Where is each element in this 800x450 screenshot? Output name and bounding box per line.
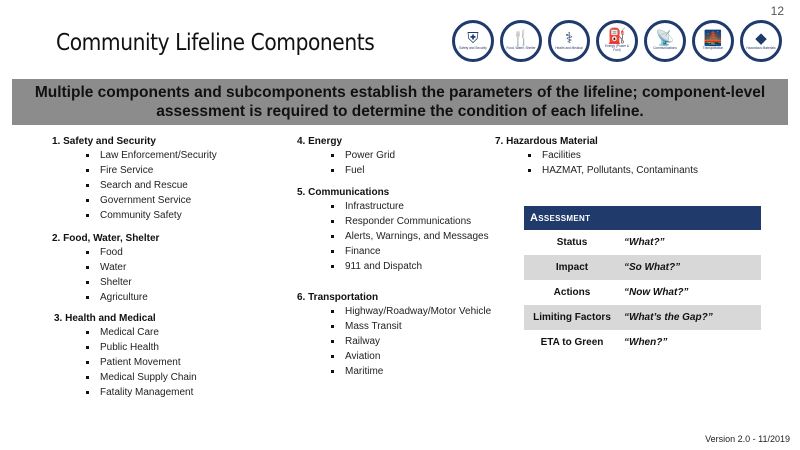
assessment-row <box>524 255 761 280</box>
icon-symbol: ⛨ <box>467 29 479 48</box>
section-title-safety: 1. Safety and Security <box>52 136 156 147</box>
icon-label: Food, Water, Shelter <box>506 46 536 51</box>
section-items-food <box>86 245 148 305</box>
list-item: Maritime <box>331 364 491 379</box>
list-item: Water <box>86 260 148 275</box>
energy-icon <box>596 20 638 62</box>
section-items-health <box>86 325 197 400</box>
list-item: Search and Rescue <box>86 178 217 193</box>
icon-symbol: ⛽ <box>607 27 627 46</box>
assessment-row <box>524 305 761 330</box>
icon-label: Health and Medical <box>555 46 583 51</box>
icon-symbol: 🍴 <box>511 29 531 48</box>
list-item: Law Enforcement/Security <box>86 148 217 163</box>
icon-label: Transportation <box>702 46 724 51</box>
assessment-header: Assessment <box>524 206 761 230</box>
list-item: Fatality Management <box>86 385 197 400</box>
icon-label: Communications <box>653 46 677 51</box>
bridge-icon <box>692 20 734 62</box>
section-title-communications: 5. Communications <box>297 187 390 198</box>
hazmat-icon <box>740 20 782 62</box>
section-title-food: 2. Food, Water, Shelter <box>52 233 160 244</box>
list-item: Public Health <box>86 340 197 355</box>
icon-symbol: ⚕ <box>564 29 574 48</box>
assessment-key: Actions <box>553 287 591 298</box>
assessment-row <box>524 280 761 305</box>
list-item: HAZMAT, Pollutants, Contaminants <box>528 163 698 178</box>
banner <box>12 79 788 125</box>
section-items-transportation <box>331 304 491 379</box>
assessment-rows <box>524 230 761 355</box>
assessment-table <box>524 206 761 355</box>
list-item: Medical Supply Chain <box>86 370 197 385</box>
section-title-hazmat: 7. Hazardous Material <box>495 136 598 147</box>
icon-label: Safety and Security <box>459 46 487 51</box>
assessment-value: “Now What?” <box>624 287 689 298</box>
list-item: Agriculture <box>86 290 148 305</box>
list-item: Facilities <box>528 148 698 163</box>
list-item: Power Grid <box>331 148 395 163</box>
food-water-icon <box>500 20 542 62</box>
assessment-key: Impact <box>555 262 589 273</box>
list-item: 911 and Dispatch <box>331 259 489 274</box>
page-number: 12 <box>770 4 784 18</box>
list-item: Highway/Roadway/Motor Vehicle <box>331 304 491 319</box>
list-item: Fuel <box>331 163 395 178</box>
assessment-value: “What’s the Gap?” <box>624 312 713 323</box>
list-item: Mass Transit <box>331 319 491 334</box>
list-item: Responder Communications <box>331 214 489 229</box>
icon-label: Hazardous Materials <box>746 46 776 51</box>
section-items-energy <box>331 148 395 178</box>
list-item: Infrastructure <box>331 199 489 214</box>
list-item: Railway <box>331 334 491 349</box>
assessment-key: Limiting Factors <box>533 312 611 323</box>
assessment-value: “When?” <box>624 337 668 348</box>
assessment-row <box>524 230 761 255</box>
banner-text: Multiple components and subcomponents establish the parameters of the lifeline; component-level assessment is required to determine the condition of each lifeline. <box>34 84 766 120</box>
list-item: Finance <box>331 244 489 259</box>
section-title-health: 3. Health and Medical <box>54 313 156 324</box>
list-item: Government Service <box>86 193 217 208</box>
assessment-value: “What?” <box>624 237 665 248</box>
antenna-icon <box>644 20 686 62</box>
list-item: Community Safety <box>86 208 217 223</box>
section-title-transportation: 6. Transportation <box>297 292 379 303</box>
page-title: Community Lifeline Components <box>56 30 375 56</box>
list-item: Alerts, Warnings, and Messages <box>331 229 489 244</box>
assessment-row <box>524 330 761 355</box>
assessment-key: Status <box>556 237 588 248</box>
lifeline-icons <box>452 20 782 62</box>
shield-icon <box>452 20 494 62</box>
list-item: Fire Service <box>86 163 217 178</box>
medical-icon <box>548 20 590 62</box>
section-items-hazmat <box>528 148 698 178</box>
list-item: Shelter <box>86 275 148 290</box>
icon-symbol: 📡 <box>655 29 675 48</box>
assessment-key: ETA to Green <box>540 337 604 348</box>
section-title-energy: 4. Energy <box>297 136 343 147</box>
section-items-communications <box>331 199 489 274</box>
list-item: Patient Movement <box>86 355 197 370</box>
list-item: Food <box>86 245 148 260</box>
section-items-safety <box>86 148 217 223</box>
icon-symbol: 🌉 <box>703 29 723 48</box>
icon-symbol: ◆ <box>755 29 767 48</box>
list-item: Medical Care <box>86 325 197 340</box>
list-item: Aviation <box>331 349 491 364</box>
assessment-value: “So What?” <box>624 262 681 273</box>
version-label: Version 2.0 - 11/2019 <box>705 434 790 444</box>
icon-label: Energy (Power & Fuel) <box>604 44 630 52</box>
